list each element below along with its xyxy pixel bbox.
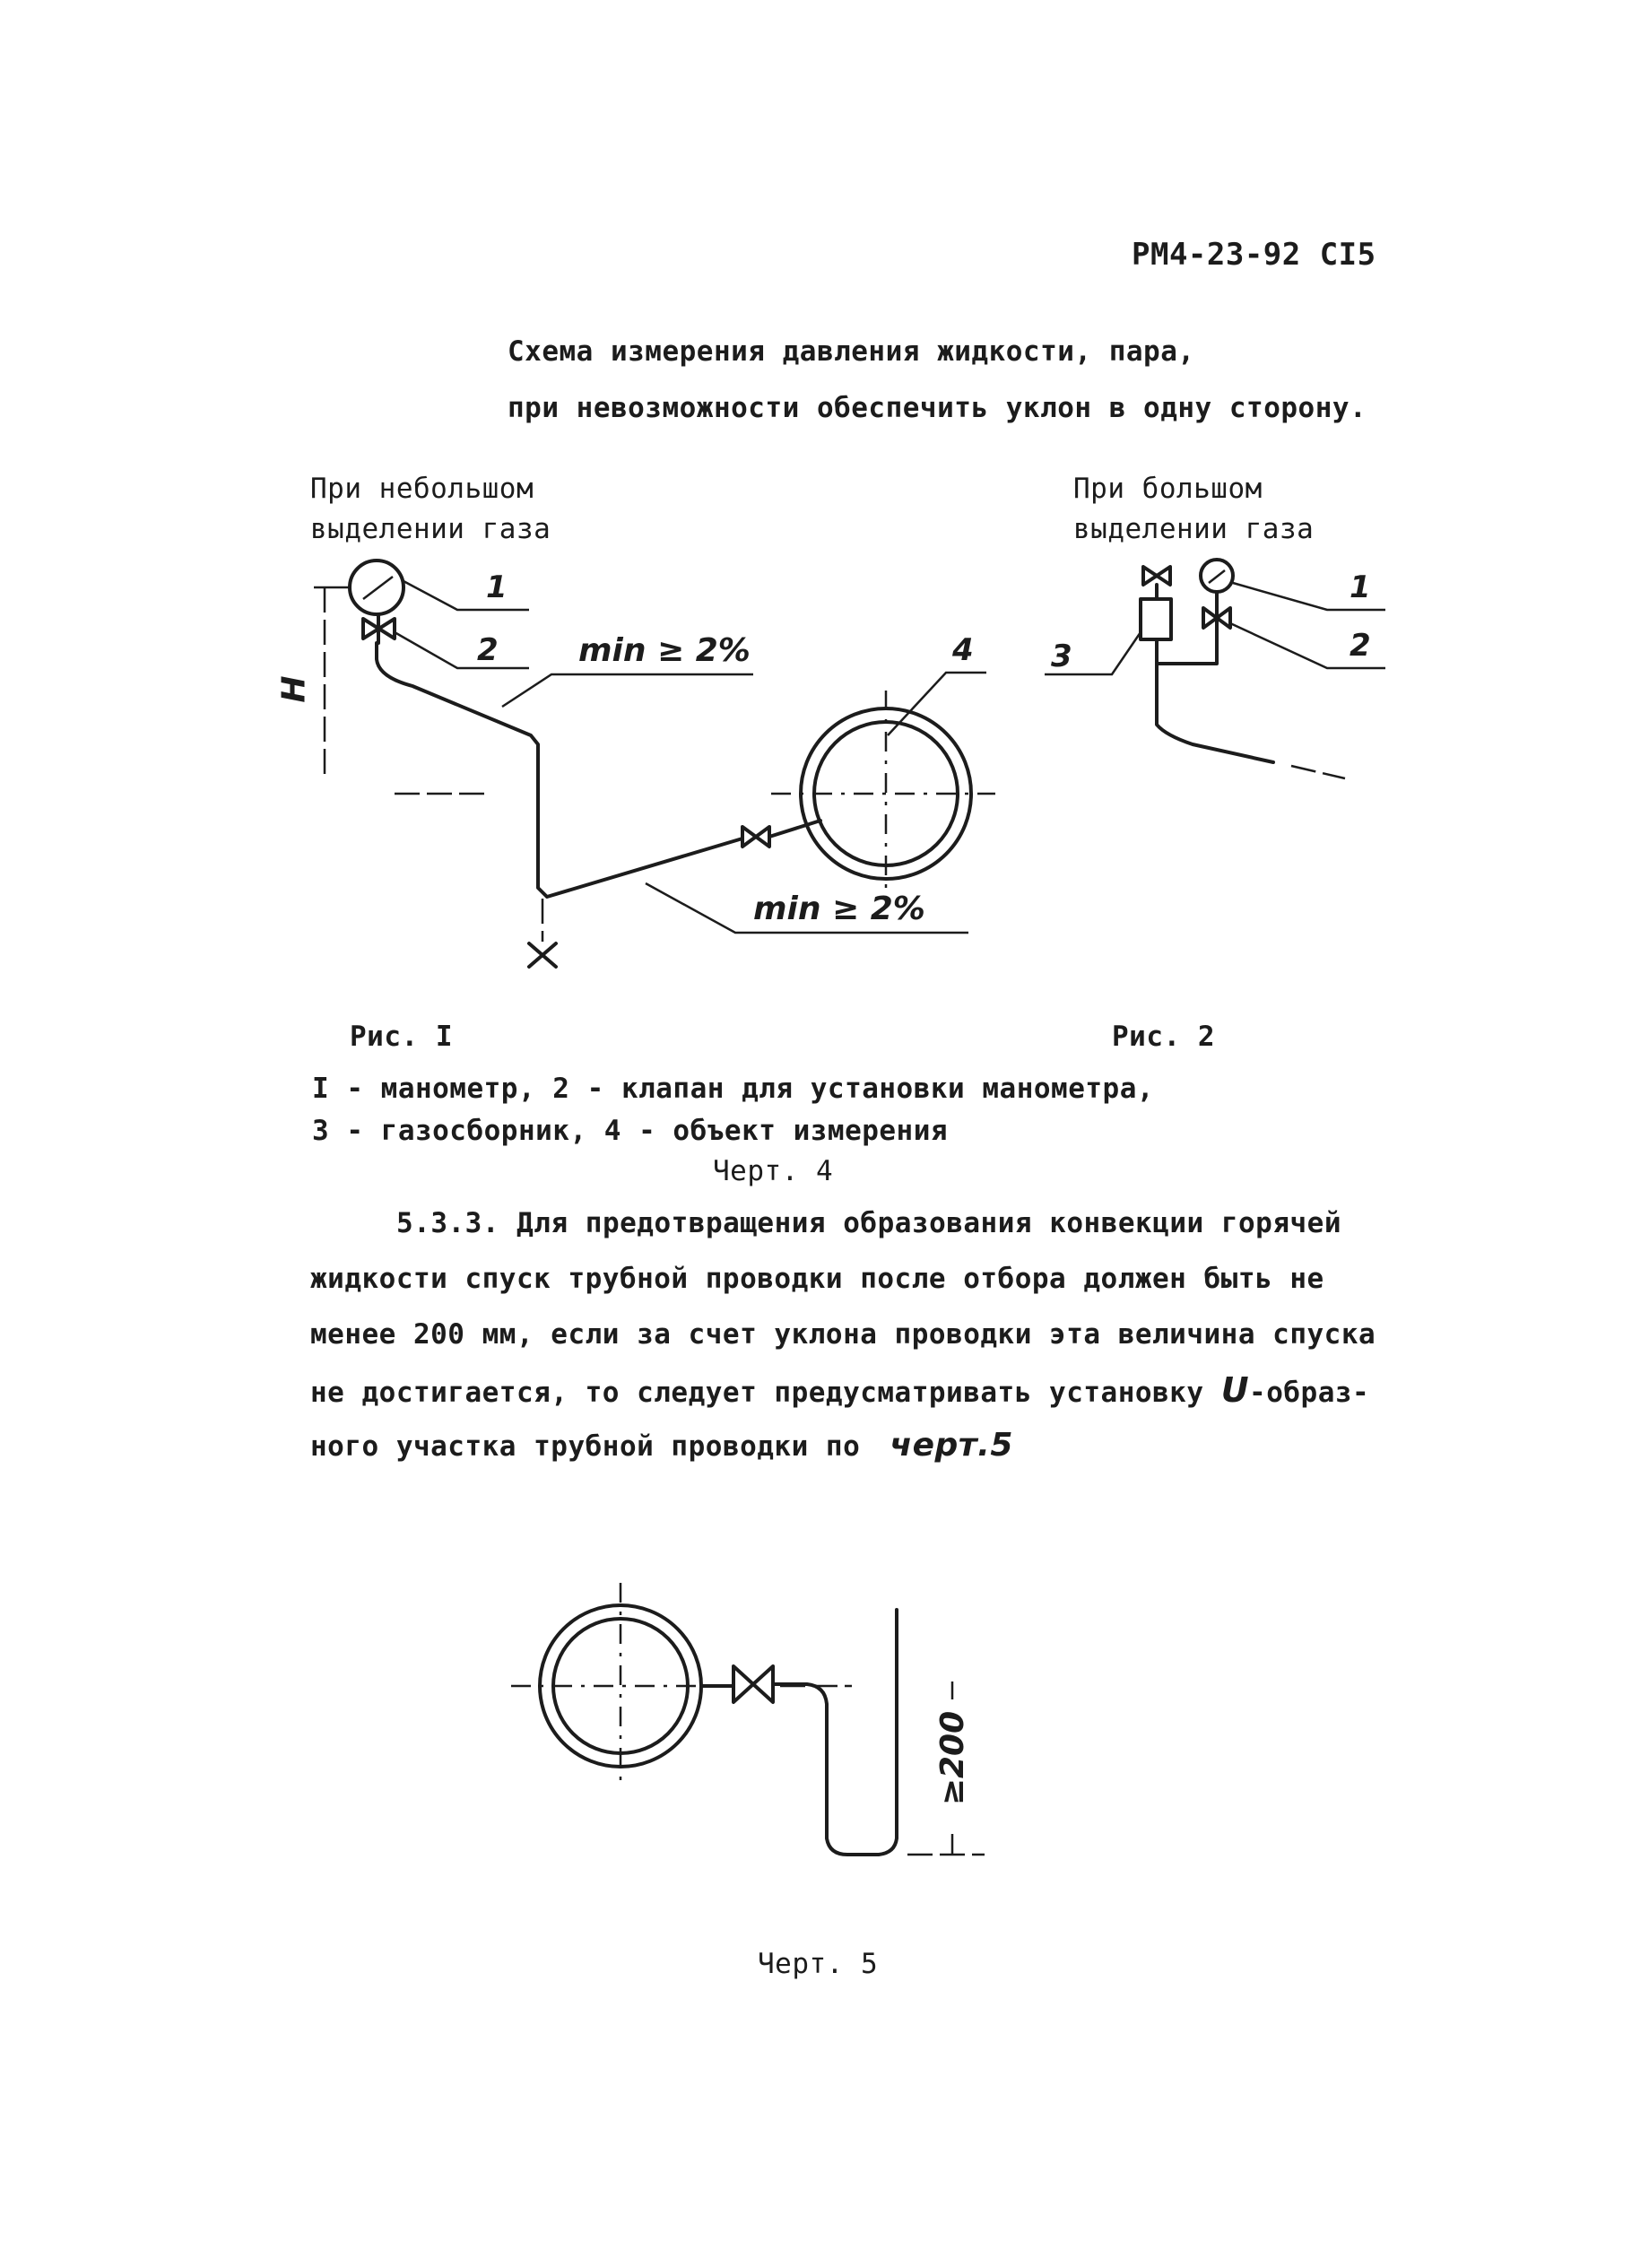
fig2-condition-line1: При большом: [1073, 473, 1263, 505]
callout-3: 3: [1051, 639, 1072, 674]
drawing-reference: черт.5: [890, 1427, 1013, 1464]
slope-label-bottom: min ≥ 2%: [753, 891, 925, 927]
fig2-condition-line2: выделении газа: [1073, 513, 1315, 545]
scheme-title-line2: при невозможности обеспечить уклон в одну сторону.: [508, 392, 1367, 424]
figure-4-title: Черт. 4: [713, 1155, 834, 1187]
dimension-label: ≥200: [934, 1710, 972, 1806]
fig1-condition-line2: выделении газа: [310, 513, 551, 545]
scheme-title-line1: Схема измерения давления жидкости, пара,: [508, 335, 1195, 368]
paragraph-line2: жидкости спуск трубной проводки после отбора должен быть не: [310, 1263, 1324, 1295]
figure-5-title: Черт. 5: [758, 1948, 879, 1980]
callout-1-fig2: 1: [1350, 569, 1371, 605]
callout-2-fig2: 2: [1350, 628, 1371, 664]
callout-2: 2: [477, 632, 499, 668]
document-code: РМ4-23-92 СI5: [1132, 237, 1376, 273]
caption-fig1: Рис. I: [350, 1021, 453, 1053]
callout-1: 1: [486, 569, 508, 605]
paragraph-line4-text: не достигается, то следует предусматривать установку: [310, 1377, 1204, 1409]
callout-4: 4: [952, 632, 974, 668]
u-letter: U: [1220, 1370, 1250, 1410]
line-valve-2: [733, 1666, 773, 1702]
slope-label-top: min ≥ 2%: [578, 632, 751, 669]
legend-line1: I - манометр, 2 - клапан для установки манометра,: [312, 1073, 1155, 1105]
u-shaped-line: [773, 1610, 897, 1855]
fig1-condition-line1: При небольшом: [310, 473, 534, 505]
height-label: H: [275, 675, 313, 703]
paragraph-line1: 5.3.3. Для предотвращения образования конвекции горячей: [396, 1207, 1341, 1239]
legend-line2: 3 - газосборник, 4 - объект измерения: [312, 1115, 949, 1147]
paragraph-line3: менее 200 мм, если за счет уклона проводки эта величина спуска: [310, 1318, 1376, 1351]
paragraph-line4-end: -образ-: [1249, 1377, 1370, 1409]
caption-fig2: Рис. 2: [1112, 1021, 1215, 1053]
paragraph-line5-text: ного участка трубной проводки по: [310, 1430, 861, 1463]
